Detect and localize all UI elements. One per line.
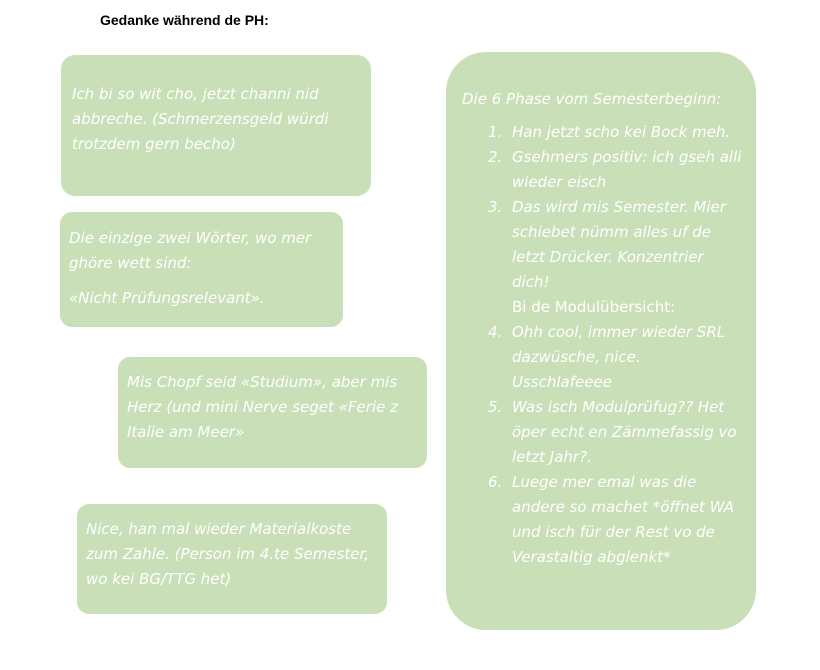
phase-number: 5.	[488, 398, 503, 416]
thought-box-2	[60, 212, 343, 327]
phase-number: 4.	[488, 323, 503, 341]
phase-item	[462, 470, 742, 570]
phase-item	[462, 120, 742, 145]
phase-item	[462, 320, 742, 395]
phases-list-continued	[462, 320, 742, 570]
thought-text-2b: «Nicht Prüfungsrelevant».	[69, 289, 265, 307]
thought-text-1: Ich bi so wit cho, jetzt channi nid abbreche. (Schmerzensgeld würdi trotzdem gern becho)	[72, 85, 329, 153]
phase-item	[462, 145, 742, 195]
phase-text: Luege mer emal was die andere so machet *öffnet WA und isch für der Rest vo de Verastaltig abglenkt*	[512, 473, 735, 566]
phases-note: Bi de Modulübersicht:	[512, 298, 676, 316]
phase-text: Gsehmers positiv: ich gseh alli wieder eisch	[512, 148, 742, 191]
thought-text-4: Nice, han mal wieder Materialkoste zum Zahle. (Person im 4.te Semester, wo kei BG/TTG het)	[86, 520, 370, 588]
phase-number: 6.	[488, 473, 503, 491]
phase-item	[462, 195, 742, 295]
page-title: Gedanke während de PH:	[100, 12, 269, 28]
phase-text: Ohh cool, immer wieder SRL dazwüsche, nice. Usschlafeeee	[512, 323, 726, 391]
phase-text: Was isch Modulprüfug?? Het öper echt en Zämmefassig vo letzt Jahr?.	[512, 398, 737, 466]
phase-number: 1.	[488, 123, 503, 141]
thought-text-2a: Die einzige zwei Wörter, wo mer ghöre wett sind:	[69, 229, 312, 272]
thought-text-3: Mis Chopf seid «Studium», aber mis Herz (und mini Nerve seget «Ferie z Italie am Meer»	[127, 373, 398, 441]
phase-number: 2.	[488, 148, 503, 166]
thought-box-4	[77, 504, 387, 614]
phase-text: Han jetzt scho kei Bock meh.	[512, 123, 731, 141]
thought-box-1	[61, 55, 371, 196]
phase-number: 3.	[488, 198, 503, 216]
phase-item	[462, 395, 742, 470]
phase-text: Das wird mis Semester. Mier schiebet nümm alles uf de letzt Drücker. Konzentrier dich!	[512, 198, 726, 291]
phases-list	[462, 120, 742, 295]
phases-heading: Die 6 Phase vom Semesterbeginn:	[462, 90, 722, 108]
phases-box	[446, 52, 756, 630]
thought-box-3	[118, 357, 427, 468]
